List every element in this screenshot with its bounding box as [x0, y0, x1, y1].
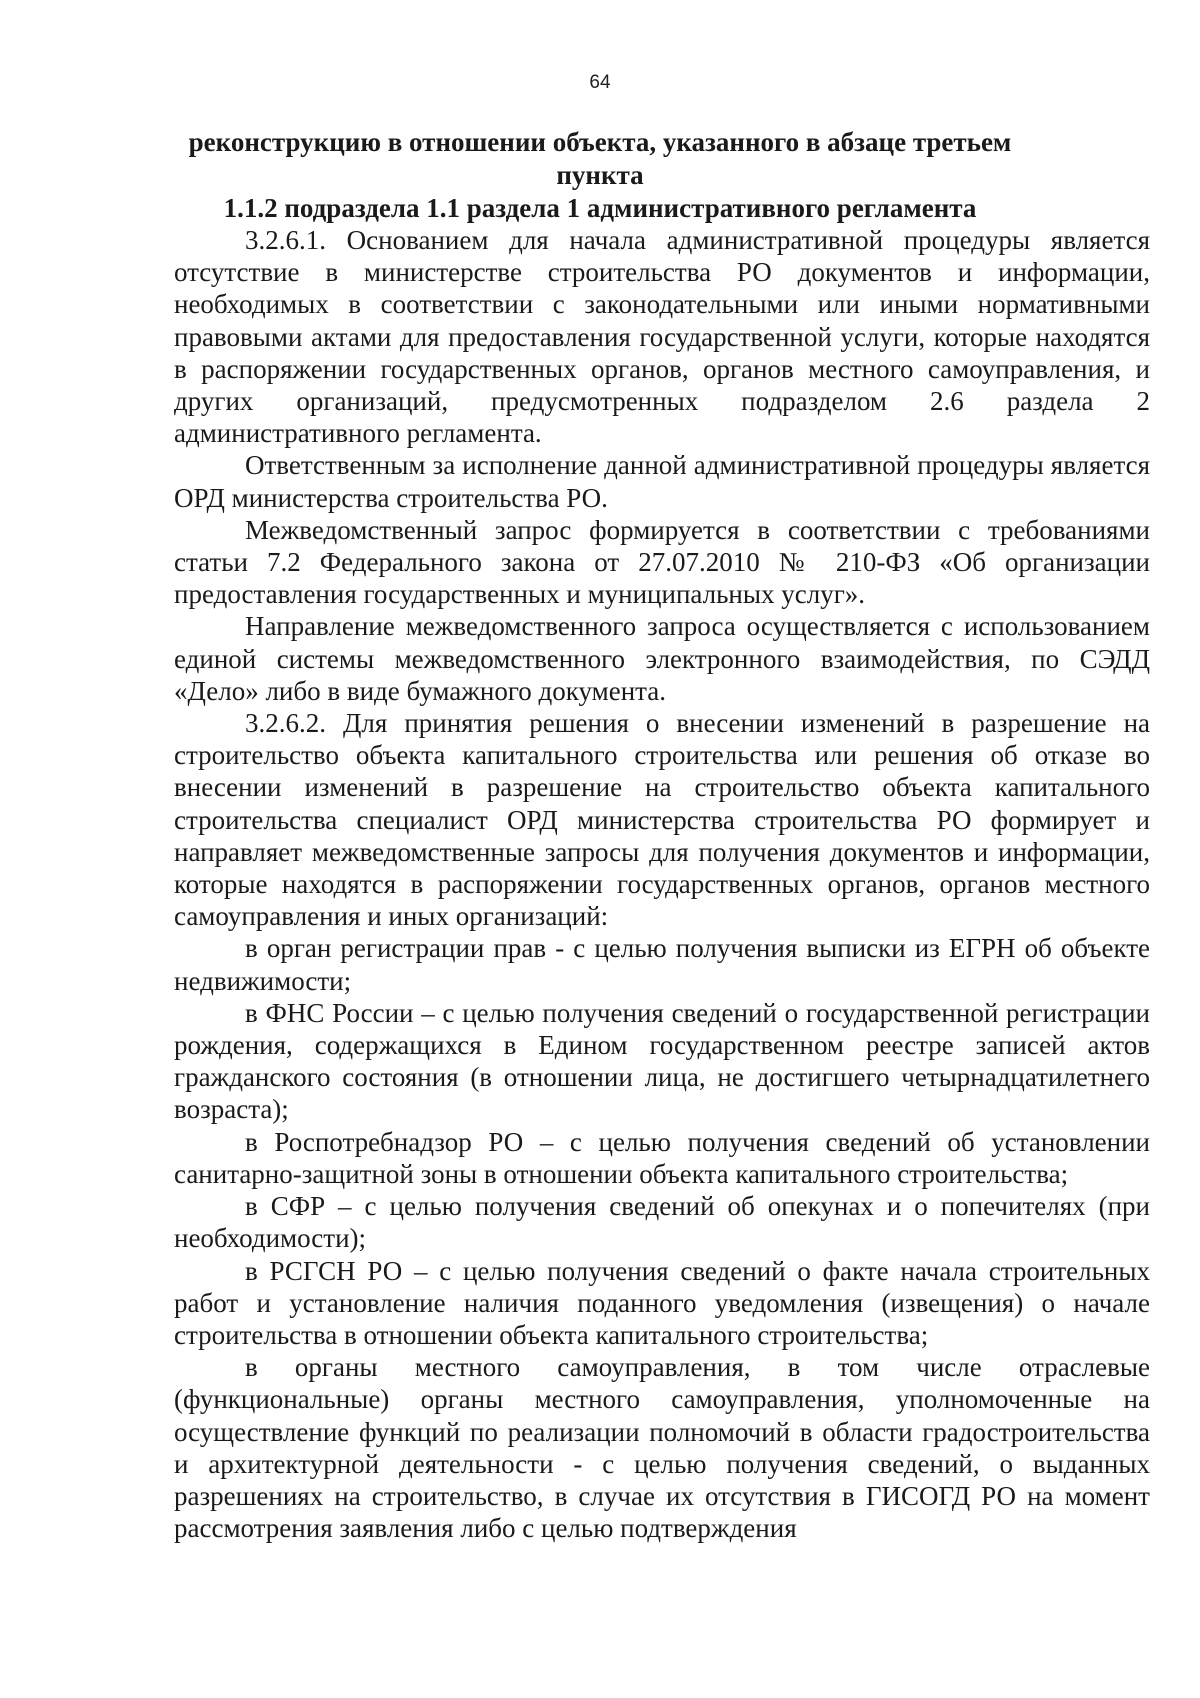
list-item: в ФНС России – с целью получения сведений о государственной регистрации рождения, содержащихся в Едином государственном реестре записей актов гражданского состояния (в отношении лица, не достигшего четырнадцатилетнего возраста); — [174, 997, 1150, 1125]
list-item: в органы местного самоуправления, в том числе отраслевые (функциональные) органы местного самоуправления, уполномоченные на осуществление функций по реализации полномочий в области градостроительства и архитектурной деятельности - с целью получения сведений, о выданных разрешениях на строительство, в случае их отсутствия в ГИСОГД РО на момент рассмотрения заявления либо с целью подтверждения — [174, 1352, 1150, 1544]
list-item: в Роспотребнадзор РО – с целью получения сведений об установлении санитарно-защитной зоны в отношении объекта капитального строительства; — [174, 1126, 1150, 1189]
paragraph: Ответственным за исполнение данной административной процедуры является ОРД министерства строительства РО. — [174, 450, 1150, 513]
list-item: в СФР – с целью получения сведений об опекунах и о попечителях (при необходимости); — [174, 1191, 1150, 1254]
heading-line-2: 1.1.2 подраздела 1.1 раздела 1 административного регламента — [223, 193, 977, 223]
paragraph: 3.2.6.1. Основанием для начала административной процедуры является отсутствие в министерстве строительства РО документов и информации, необходимых в соответствии с законодательными или иными нормативными правовыми актами для предоставления государственной услуги, которые находятся в распоряжении государственных органов, органов местного самоуправления, и других организаций, предусмотренных подразделом 2.6 раздела 2 административного регламента. — [174, 225, 1150, 449]
section-heading — [150, 126, 1050, 225]
list-item: в орган регистрации прав - с целью получения выписки из ЕГРН об объекте недвижимости; — [174, 933, 1150, 996]
paragraph: Направление межведомственного запроса осуществляется с использованием единой системы межведомственного электронного взаимодействия, по СЭДД «Дело» либо в виде бумажного документа. — [174, 611, 1150, 706]
list-item: в РСГСН РО – с целью получения сведений о факте начала строительных работ и установление наличия поданного уведомления (извещения) о начале строительства в отношении объекта капитального строительства; — [174, 1255, 1150, 1350]
paragraph: 3.2.6.2. Для принятия решения о внесении изменений в разрешение на строительство объекта капитального строительства или решения об отказе во внесении изменений в разрешение на строительство объекта капитального строительства специалист ОРД министерства строительства РО формирует и направляет межведомственные запросы для получения документов и информации, которые находятся в распоряжении государственных органов, органов местного самоуправления и иных организаций: — [174, 708, 1150, 932]
heading-line-1: реконструкцию в отношении объекта, указанного в абзаце третьем пункта — [188, 127, 1012, 190]
paragraph: Межведомственный запрос формируется в соответствии с требованиями статьи 7.2 Федерального закона от 27.07.2010 № 210-ФЗ «Об организации предоставления государственных и муниципальных услуг». — [174, 514, 1150, 610]
page-number: 64 — [589, 72, 611, 93]
document-body — [174, 224, 1150, 1544]
